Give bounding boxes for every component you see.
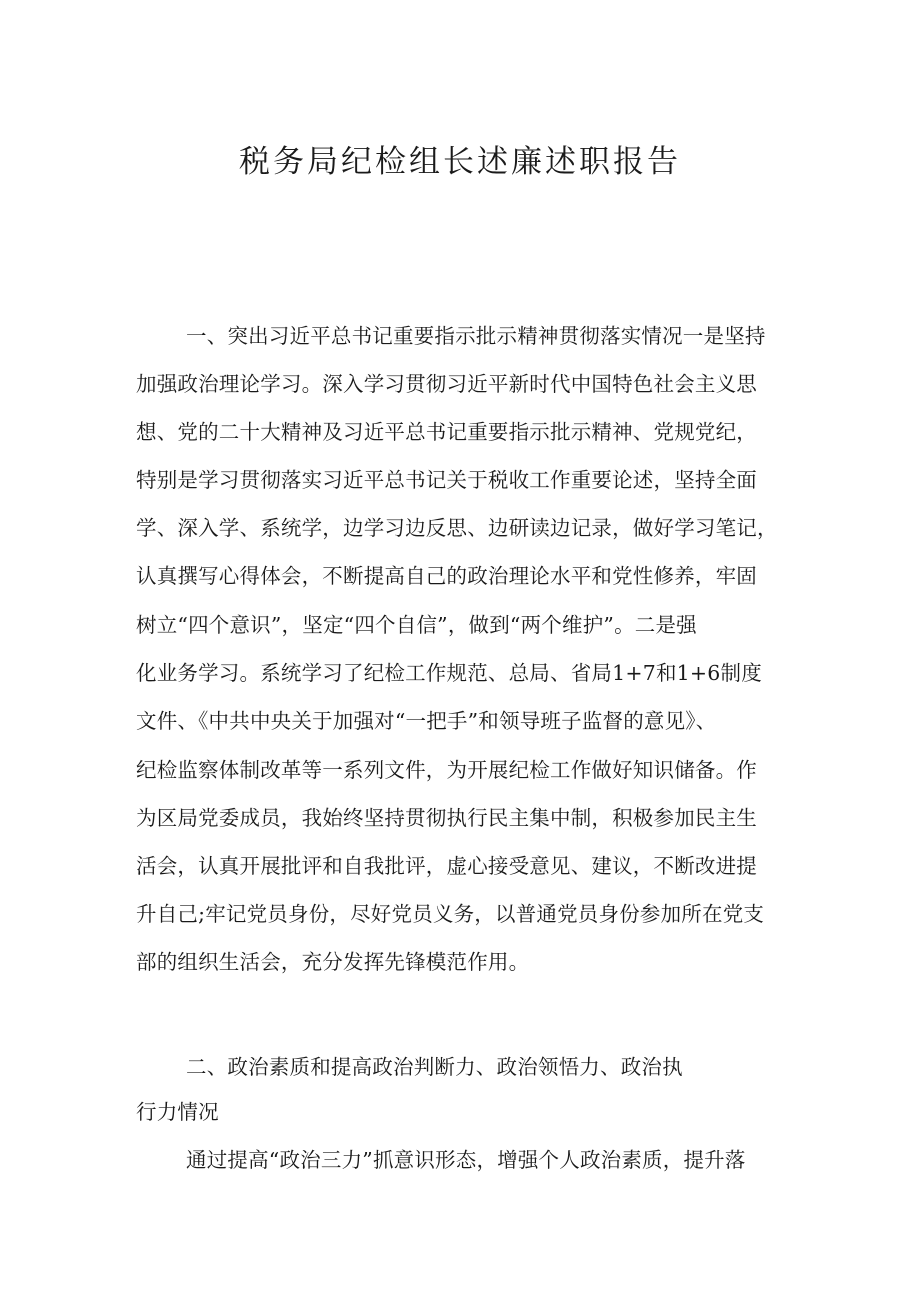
document-title: 税务局纪检组长述廉述职报告 bbox=[239, 144, 681, 180]
paragraph-line: 想、党的二十大精神及习近平总书记重要指示批示精神、党规党纪， bbox=[136, 420, 757, 444]
paragraph-line: 学、深入学、系统学，边学习边反思、边研读边记录，做好学习笔记， bbox=[136, 516, 778, 540]
paragraph-line: 加强政治理论学习。深入学习贯彻习近平新时代中国特色社会主义思 bbox=[136, 372, 757, 396]
paragraph-line: 部的组织生活会，充分发挥先锋模范作用。 bbox=[136, 950, 530, 974]
section-heading: 二、政治素质和提高政治判断力、政治领悟力、政治执 bbox=[186, 1055, 683, 1079]
paragraph-line: 纪检监察体制改革等一系列文件，为开展纪检工作做好知识储备。作 bbox=[136, 758, 757, 782]
section-heading-continued: 行力情况 bbox=[136, 1100, 219, 1124]
paragraph-line: 认真撰写心得体会，不断提高自己的政治理论水平和党性修养，牢固 bbox=[136, 564, 757, 588]
paragraph-line: 活会，认真开展批评和自我批评，虚心接受意见、建议，不断改进提 bbox=[136, 854, 757, 878]
paragraph-line: 化业务学习。系统学习了纪检工作规范、总局、省局1+7和1+6制度 bbox=[136, 661, 762, 685]
paragraph-line: 文件、《中共中央关于加强对“一把手”和领导班子监督的意见》、 bbox=[136, 709, 717, 733]
paragraph-line: 通过提高“政治三力”抓意识形态，增强个人政治素质，提升落 bbox=[186, 1148, 746, 1172]
paragraph-line: 一、突出习近平总书记重要指示批示精神贯彻落实情况一是坚持 bbox=[186, 324, 766, 348]
paragraph-line: 树立“四个意识”，坚定“四个自信”，做到“两个维护”。二是强 bbox=[136, 613, 697, 637]
paragraph-line: 升自己;牢记党员身份，尽好党员义务，以普通党员身份参加所在党支 bbox=[136, 902, 765, 926]
paragraph-line: 特别是学习贯彻落实习近平总书记关于税收工作重要论述，坚持全面 bbox=[136, 468, 757, 492]
paragraph-line: 为区局党委成员，我始终坚持贯彻执行民主集中制，积极参加民主生 bbox=[136, 806, 757, 830]
